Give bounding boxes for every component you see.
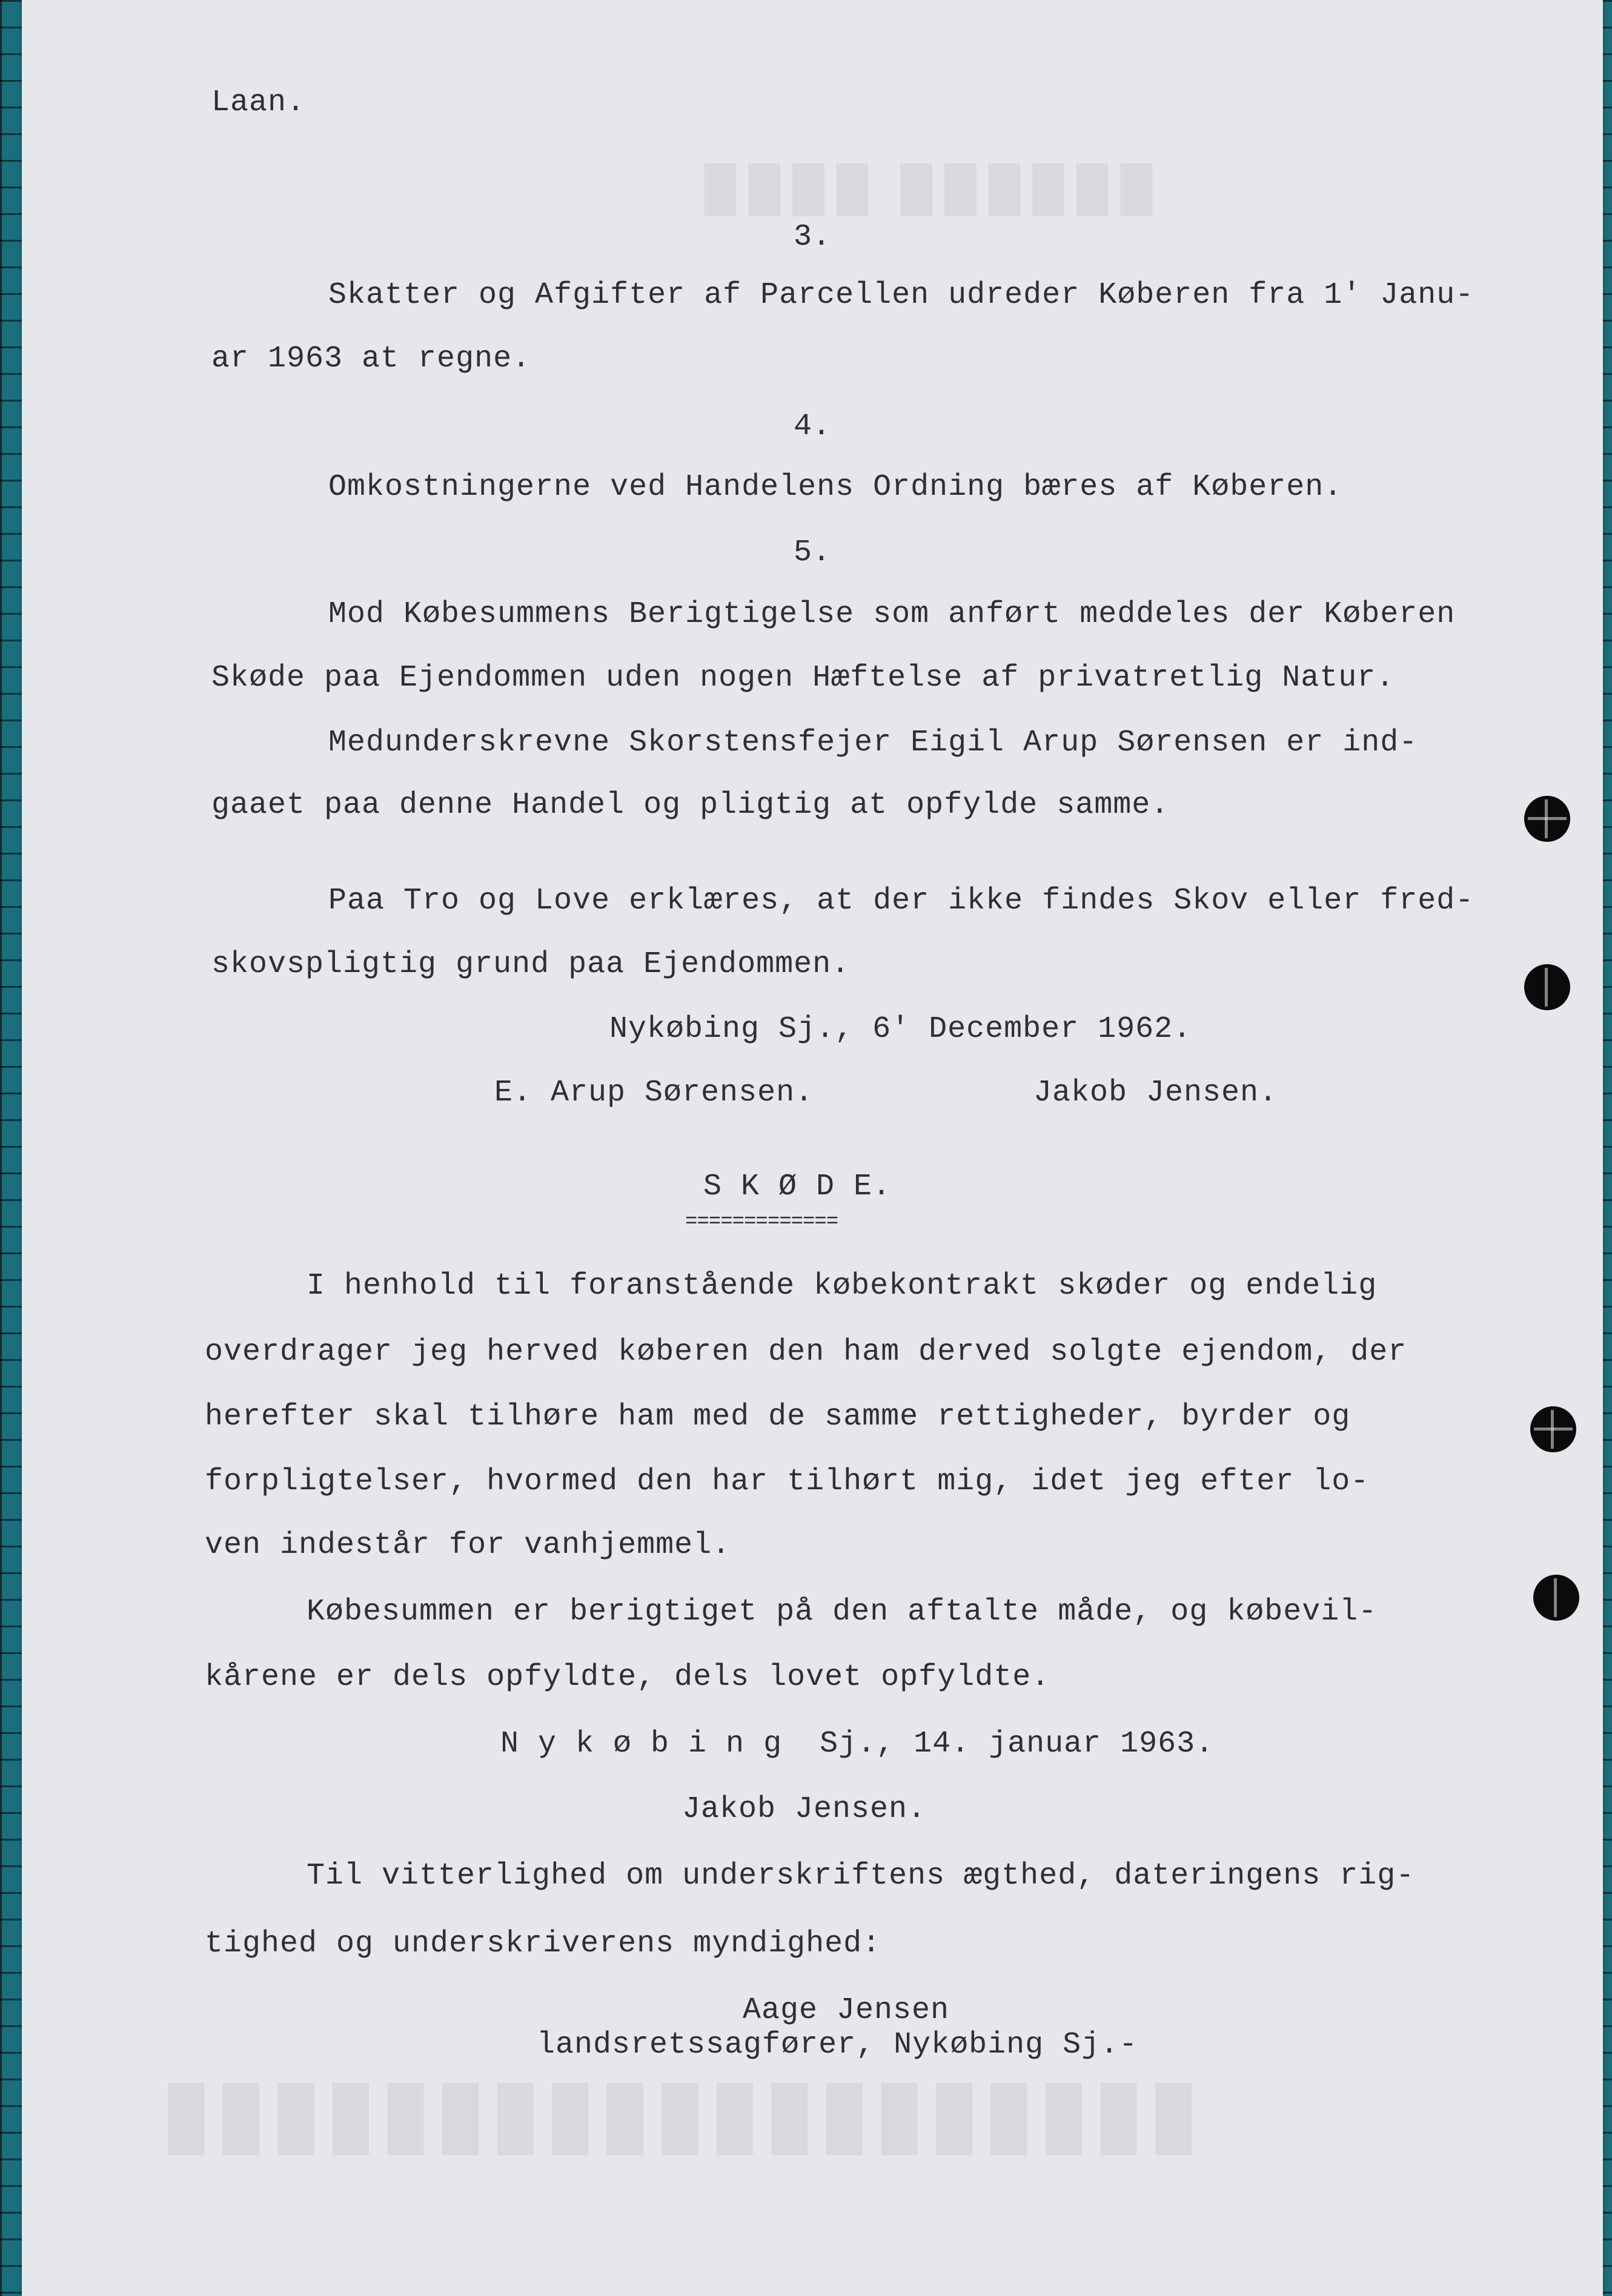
text-line: skovspligtig grund paa Ejendommen. bbox=[211, 947, 851, 982]
deed-heading: S K Ø D E. bbox=[703, 1170, 892, 1204]
text-line: kårene er dels opfyldte, dels lovet opfyldte. bbox=[205, 1660, 1050, 1695]
text-line: ven indestår for vanhjemmel. bbox=[205, 1528, 731, 1563]
text-line: Omkostningerne ved Handelens Ordning bæres af Køberen. bbox=[328, 470, 1343, 505]
witness-name: Aage Jensen bbox=[743, 1993, 950, 2028]
contract-date-line: Nykøbing Sj., 6' December 1962. bbox=[609, 1012, 1192, 1047]
text-line: gaaet paa denne Handel og pligtig at opfylde samme. bbox=[211, 788, 1170, 822]
text-line: Skøde paa Ejendommen uden nogen Hæftelse af privatretlig Natur. bbox=[211, 661, 1395, 695]
text-line: overdrager jeg herved køberen den ham derved solgte ejendom, der bbox=[205, 1335, 1407, 1369]
text-line: Købesummen er berigtiget på den aftalte måde, og købevil- bbox=[307, 1595, 1378, 1629]
text-line: herefter skal tilhøre ham med de samme rettigheder, byrder og bbox=[205, 1400, 1351, 1434]
text-line: Paa Tro og Love erklæres, at der ikke findes Skov eller fred- bbox=[328, 884, 1474, 918]
punch-hole bbox=[1533, 1575, 1579, 1621]
text-line: Skatter og Afgifter af Parcellen udreder Køberen fra 1' Janu- bbox=[328, 278, 1474, 313]
bleed-through-mark: ▮▮▮▮▮▮▮▮▮▮▮▮▮▮▮▮▮▮▮ bbox=[161, 2062, 1204, 2163]
text-line: Medunderskrevne Skorstensfejer Eigil Arup Sørensen er ind- bbox=[328, 726, 1418, 760]
text-line: Til vitterlighed om underskriftens ægthed, dateringens rig- bbox=[307, 1859, 1415, 1893]
punch-hole bbox=[1524, 964, 1570, 1010]
section-number: 5. bbox=[793, 535, 831, 570]
heading-underline: ============= bbox=[685, 1211, 838, 1234]
buyer-signature: Jakob Jensen. bbox=[1033, 1076, 1278, 1110]
text-line: Mod Købesummens Berigtigelse som anført meddeles der Køberen bbox=[328, 597, 1456, 632]
text-line: ar 1963 at regne. bbox=[211, 342, 531, 376]
witness-title: landsretssagfører, Nykøbing Sj.- bbox=[537, 2028, 1138, 2062]
punch-hole bbox=[1524, 796, 1570, 842]
text-line: Laan. bbox=[211, 85, 306, 120]
grantor-signature: Jakob Jensen. bbox=[682, 1792, 927, 1827]
seller-signature: E. Arup Sørensen. bbox=[494, 1076, 814, 1110]
text-line: tighed og underskriverens myndighed: bbox=[205, 1927, 881, 1961]
punch-hole bbox=[1530, 1406, 1576, 1452]
text-line: I henhold til foranstående købekontrakt skøder og endelig bbox=[307, 1269, 1378, 1303]
deed-date-line: N y k ø b i n g Sj., 14. januar 1963. bbox=[500, 1727, 1215, 1761]
section-number: 3. bbox=[793, 220, 831, 254]
document-page bbox=[22, 0, 1603, 2296]
section-number: 4. bbox=[793, 409, 831, 444]
bleed-through-mark: ▮▮▮▮ ▮▮▮▮▮▮ bbox=[698, 148, 1159, 222]
text-line: forpligtelser, hvormed den har tilhørt mig, idet jeg efter lo- bbox=[205, 1464, 1370, 1499]
